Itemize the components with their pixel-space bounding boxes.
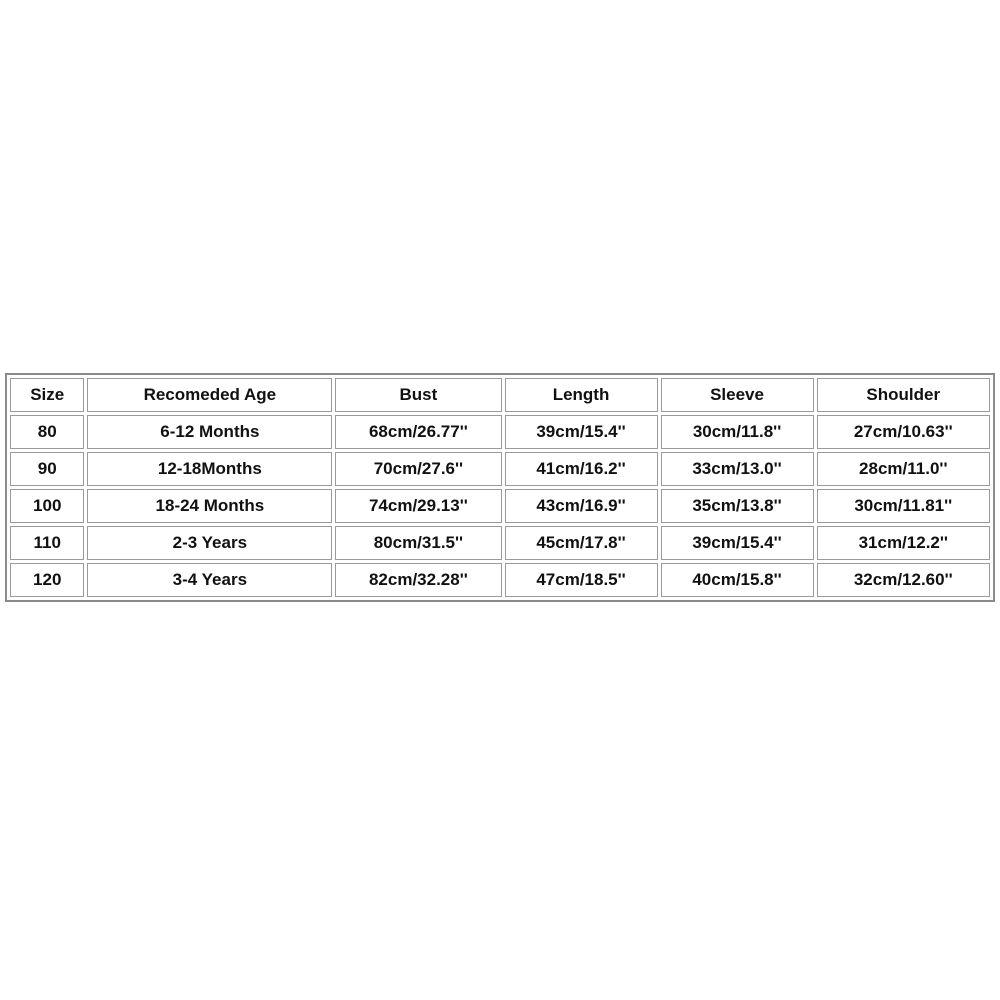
cell-bust: 80cm/31.5'' (335, 526, 501, 560)
header-sleeve: Sleeve (661, 378, 814, 412)
table-row (10, 563, 990, 597)
cell-bust: 68cm/26.77'' (335, 415, 501, 449)
header-recommended-age: Recomeded Age (87, 378, 332, 412)
size-chart-table (5, 373, 995, 602)
header-shoulder: Shoulder (817, 378, 990, 412)
cell-shoulder: 31cm/12.2'' (817, 526, 990, 560)
cell-size: 100 (10, 489, 84, 523)
cell-shoulder: 28cm/11.0'' (817, 452, 990, 486)
header-length: Length (505, 378, 658, 412)
cell-length: 41cm/16.2'' (505, 452, 658, 486)
cell-size: 110 (10, 526, 84, 560)
table-header-row (10, 378, 990, 412)
cell-sleeve: 33cm/13.0'' (661, 452, 814, 486)
cell-sleeve: 30cm/11.8'' (661, 415, 814, 449)
cell-bust: 70cm/27.6'' (335, 452, 501, 486)
cell-length: 45cm/17.8'' (505, 526, 658, 560)
cell-sleeve: 35cm/13.8'' (661, 489, 814, 523)
table-row (10, 452, 990, 486)
cell-length: 47cm/18.5'' (505, 563, 658, 597)
cell-age: 12-18Months (87, 452, 332, 486)
cell-length: 39cm/15.4'' (505, 415, 658, 449)
cell-shoulder: 30cm/11.81'' (817, 489, 990, 523)
header-bust: Bust (335, 378, 501, 412)
cell-age: 18-24 Months (87, 489, 332, 523)
header-size: Size (10, 378, 84, 412)
cell-bust: 74cm/29.13'' (335, 489, 501, 523)
cell-size: 90 (10, 452, 84, 486)
cell-sleeve: 40cm/15.8'' (661, 563, 814, 597)
cell-bust: 82cm/32.28'' (335, 563, 501, 597)
cell-length: 43cm/16.9'' (505, 489, 658, 523)
table-row (10, 489, 990, 523)
cell-shoulder: 27cm/10.63'' (817, 415, 990, 449)
cell-sleeve: 39cm/15.4'' (661, 526, 814, 560)
cell-age: 2-3 Years (87, 526, 332, 560)
cell-size: 120 (10, 563, 84, 597)
cell-age: 6-12 Months (87, 415, 332, 449)
cell-age: 3-4 Years (87, 563, 332, 597)
table-row (10, 526, 990, 560)
cell-size: 80 (10, 415, 84, 449)
table-row (10, 415, 990, 449)
cell-shoulder: 32cm/12.60'' (817, 563, 990, 597)
